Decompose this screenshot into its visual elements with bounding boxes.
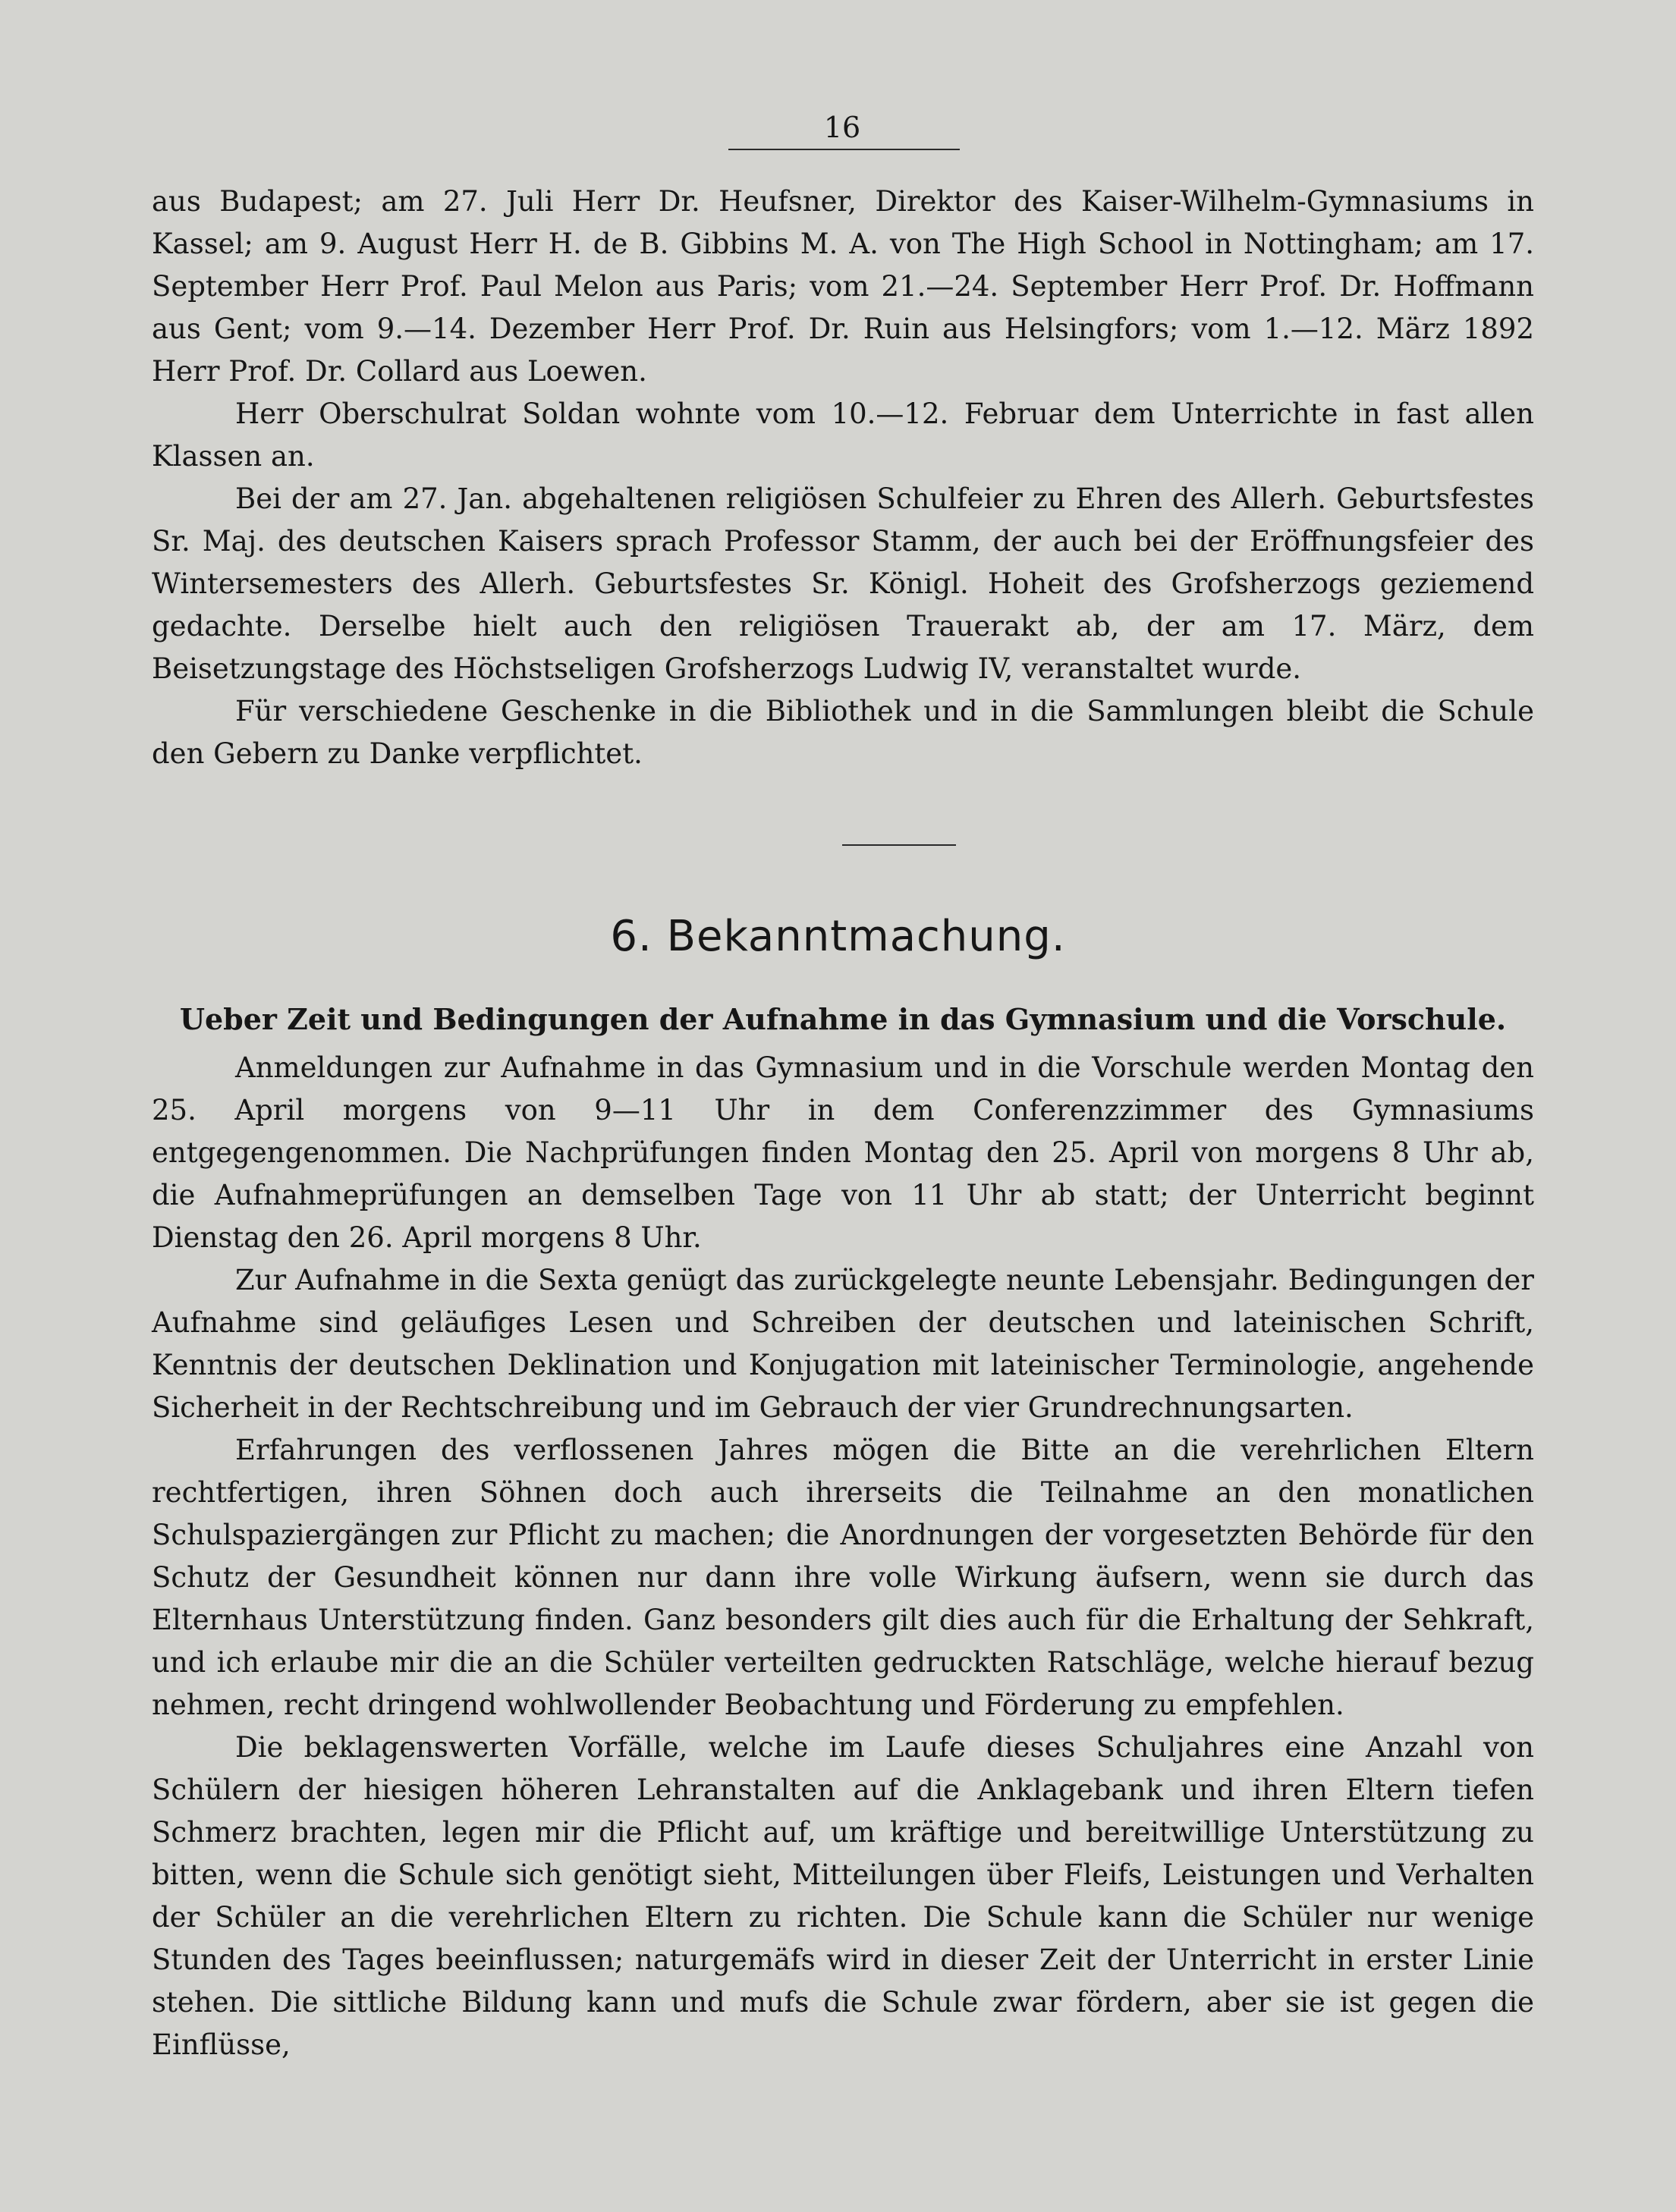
section-paragraph: Anmeldungen zur Aufnahme in das Gymnasium und in die Vorschule werden Montag den 25. April morgens von 9—11 Uhr in dem Conferenzzimmer des Gymnasiums entgegengenommen. Die Nachprüfungen finden Montag den 25. April von morgens 8 Uhr ab, die Aufnahmeprüfungen an demselben Tage von 11 Uhr ab statt; der Unterricht beginnt Dienstag den 26. April morgens 8 Uhr. bbox=[152, 1051, 1534, 1254]
intro-paragraph: Bei der am 27. Jan. abgehaltenen religiösen Schulfeier zu Ehren des Allerh. Geburtsfestes Sr. Maj. des deutschen Kaisers sprach Professor Stamm, der auch bei der Eröffnungsfeier des Wintersemesters des Allerh. Geburtsfestes Sr. Königl. Hoheit des Grofsherzogs geziemend gedachte. Derselbe hielt auch den religiösen Trauerakt ab, der am 17. März, dem Beisetzungstage des Höchstseligen Grofsherzogs Ludwig IV, veranstaltet wurde. bbox=[152, 482, 1534, 685]
page-number: 16 bbox=[823, 111, 861, 144]
section-text bbox=[152, 1047, 1534, 2066]
section-title: 6. Bekanntmachung. bbox=[610, 912, 1066, 961]
intro-text bbox=[152, 181, 1534, 775]
section-paragraph: Erfahrungen des verflossenen Jahres mögen die Bitte an die verehrlichen Eltern rechtfertigen, ihren Söhnen doch auch ihrerseits die Teilnahme an den monatlichen Schulspaziergängen zur Pflicht zu machen; die Anordnungen der vorgesetzten Behörde für den Schutz der Gesundheit können nur dann ihre volle Wirkung äufsern, wenn sie durch das Elternhaus Unterstützung finden. Ganz besonders gilt dies auch für die Erhaltung der Sehkraft, und ich erlaube mir die an die Schüler verteilten gedruckten Ratschläge, welche hierauf bezug nehmen, recht dringend wohlwollender Beobachtung und Förderung zu empfehlen. bbox=[152, 1434, 1534, 1721]
header-rule bbox=[728, 149, 960, 150]
intro-paragraph: aus Budapest; am 27. Juli Herr Dr. Heufsner, Direktor des Kaiser-Wilhelm-Gymnasiums in Kassel; am 9. August Herr H. de B. Gibbins M. A. von The High School in Nottingham; am 17. September Herr Prof. Paul Melon aus Paris; vom 21.—24. September Herr Prof. Dr. Hoffmann aus Gent; vom 9.—14. Dezember Herr Prof. Dr. Ruin aus Helsingfors; vom 1.—12. März 1892 Herr Prof. Dr. Collard aus Loewen. bbox=[152, 185, 1534, 388]
intro-paragraph: Für verschiedene Geschenke in die Bibliothek und in die Sammlungen bleibt die Schule den Gebern zu Danke verpflichtet. bbox=[152, 695, 1534, 770]
intro-paragraph: Herr Oberschulrat Soldan wohnte vom 10.—12. Februar dem Unterrichte in fast allen Klassen an. bbox=[152, 397, 1534, 473]
section-paragraph: Die beklagenswerten Vorfälle, welche im Laufe dieses Schuljahres eine Anzahl von Schülern der hiesigen höheren Lehranstalten auf die Anklagebank und ihren Eltern tiefen Schmerz brachten, legen mir die Pflicht auf, um kräftige und bereitwillige Unterstützung zu bitten, wenn die Schule sich genötigt sieht, Mitteilungen über Fleifs, Leistungen und Verhalten der Schüler an die verehrlichen Eltern zu richten. Die Schule kann die Schüler nur wenige Stunden des Tages beeinflussen; naturgemäfs wird in dieser Zeit der Unterricht in erster Linie stehen. Die sittliche Bildung kann und mufs die Schule zwar fördern, aber sie ist gegen die Einflüsse, bbox=[152, 1731, 1534, 2061]
section-paragraph: Zur Aufnahme in die Sexta genügt das zurückgelegte neunte Lebensjahr. Bedingungen der Aufnahme sind geläufiges Lesen und Schreiben der deutschen und lateinischen Schrift, Kenntnis der deutschen Deklination und Konjugation mit lateinischer Terminologie, angehende Sicherheit in der Rechtschreibung und im Gebrauch der vier Grundrechnungsarten. bbox=[152, 1264, 1534, 1424]
section-subtitle: Ueber Zeit und Bedingungen der Aufnahme in das Gymnasium und die Vorschule. bbox=[179, 1002, 1507, 1036]
section-divider bbox=[842, 844, 956, 846]
